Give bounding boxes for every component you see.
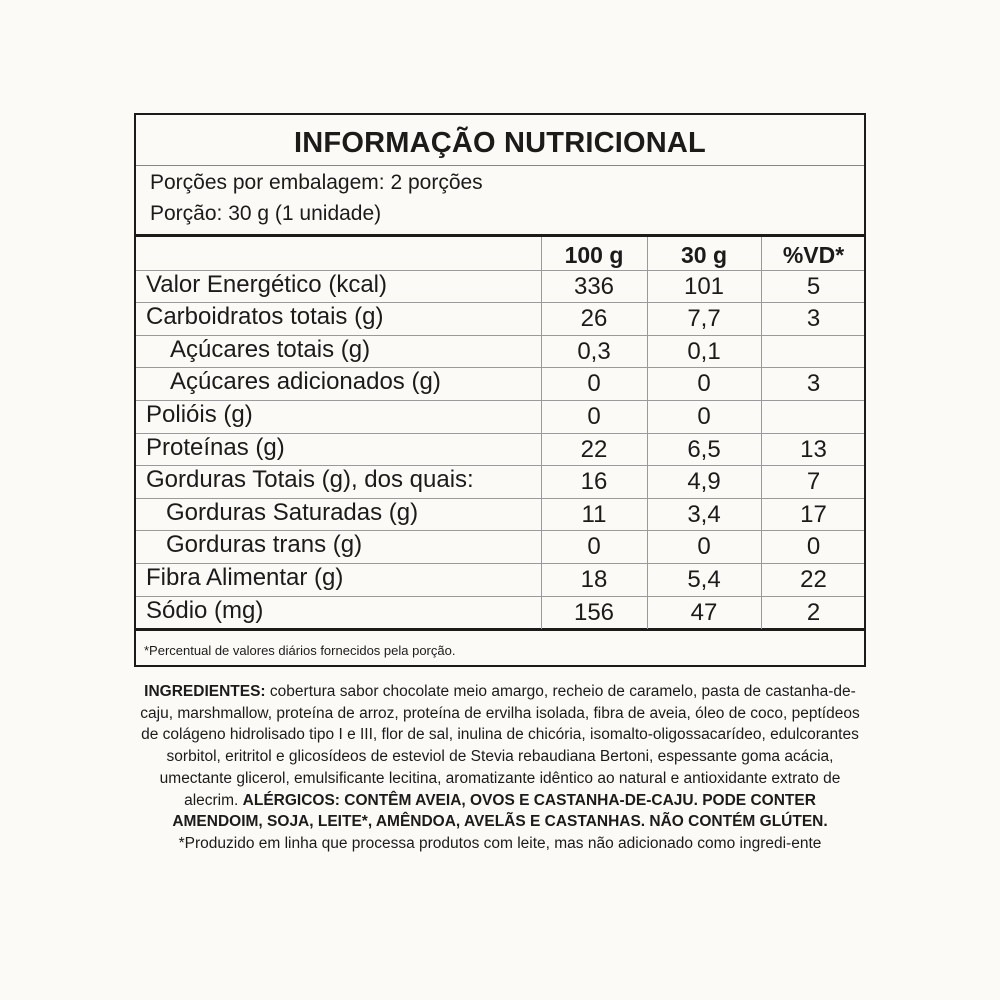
nutrient-label: Polióis (g) xyxy=(146,401,253,428)
amount-cell: 0 xyxy=(587,533,601,561)
amount-cell: 0,3 xyxy=(577,337,611,365)
amount-cell: 3,4 xyxy=(687,500,721,528)
ingredients-text: cobertura sabor chocolate meio amargo, recheio de caramelo, pasta de castanha-de-caju, marshmallow, proteína de arroz, proteína de ervilha isolada, fibra de aveia, óleo de coco, peptídeos de colágeno hidrolisado tipo I e III, flor de sal, inulina de chicória, isomalto-oligossacarídeo, edulcorantes sorbitol, eritritol e glicosídeos de esteviol de Stevia rebaudiana Bertoni, espessante goma acácia, umectante glicerol, emulsificante lecitina, aromatizante idêntico ao natural e antioxidante extrato de alecrim. xyxy=(140,683,860,809)
amount-cell: 156 xyxy=(573,598,615,626)
nutrition-facts-panel xyxy=(134,113,866,667)
nutrient-label: Carboidratos totais (g) xyxy=(146,303,384,331)
amount-cell: 4,9 xyxy=(687,468,721,496)
ingredients-label: INGREDIENTES: xyxy=(144,683,266,700)
servings-per-package: Porções por embalagem: 2 porções xyxy=(150,171,483,194)
nutrient-label: Gorduras trans (g) xyxy=(166,531,363,559)
amount-cell: 0 xyxy=(697,370,711,398)
daily-value-cell: 7 xyxy=(806,468,821,496)
nutrient-label: Valor Energético (kcal) xyxy=(146,270,387,298)
daily-value-cell: 3 xyxy=(806,305,821,333)
daily-value-cell: 17 xyxy=(800,500,827,528)
footnote: *Percentual de valores diários fornecidos pela porção. xyxy=(144,643,456,658)
amount-cell: 16 xyxy=(580,468,608,496)
nutrient-label: Sódio (mg) xyxy=(146,596,264,624)
serving-size: Porção: 30 g (1 unidade) xyxy=(150,202,382,225)
panel-title: INFORMAÇÃO NUTRICIONAL xyxy=(136,115,864,166)
nutrient-label: Gorduras Saturadas (g) xyxy=(166,498,419,526)
amount-cell: 0,1 xyxy=(687,337,721,365)
allergens-text: ALÉRGICOS: CONTÊM AVEIA, OVOS E CASTANHA-DE-CAJU. PODE CONTER AMENDOIM, SOJA, LEITE*, AMÊNDOA, AVELÃS E CASTANHAS. NÃO CONTÉM GLÚTEN. xyxy=(172,791,828,831)
daily-value-cell: 13 xyxy=(800,435,827,463)
nutrient-label: Açúcares totais (g) xyxy=(170,335,371,363)
nutrient-label: Fibra Alimentar (g) xyxy=(146,564,344,591)
daily-value-cell: 3 xyxy=(806,370,821,398)
daily-value-cell: 2 xyxy=(806,598,821,626)
produced-note: *Produzido em linha que processa produtos com leite, mas não adicionado como ingredi-ente xyxy=(178,834,822,852)
amount-cell: 6,5 xyxy=(687,435,721,463)
daily-value-cell: 0 xyxy=(806,533,821,561)
column-header: 100 g xyxy=(564,242,624,268)
amount-cell: 0 xyxy=(697,403,711,430)
amount-cell: 11 xyxy=(581,500,607,528)
daily-value-cell: 22 xyxy=(800,566,827,593)
column-header: 30 g xyxy=(680,242,728,268)
daily-value-cell: 5 xyxy=(806,272,821,300)
amount-cell: 0 xyxy=(587,403,601,430)
amount-cell: 336 xyxy=(573,272,615,300)
amount-cell: 7,7 xyxy=(687,305,721,333)
amount-cell: 101 xyxy=(683,272,725,300)
amount-cell: 22 xyxy=(580,435,608,463)
column-header: %VD* xyxy=(782,242,845,268)
nutrient-label: Gorduras Totais (g), dos quais: xyxy=(146,466,474,494)
nutrient-label: Açúcares adicionados (g) xyxy=(170,368,441,396)
amount-cell: 26 xyxy=(580,305,608,333)
amount-cell: 5,4 xyxy=(687,566,721,593)
ingredients-block xyxy=(140,681,860,855)
nutrient-label: Proteínas (g) xyxy=(146,433,285,461)
thick-divider xyxy=(136,234,864,237)
amount-cell: 47 xyxy=(690,598,718,626)
amount-cell: 18 xyxy=(580,566,608,593)
amount-cell: 0 xyxy=(697,533,711,561)
amount-cell: 0 xyxy=(587,370,601,398)
